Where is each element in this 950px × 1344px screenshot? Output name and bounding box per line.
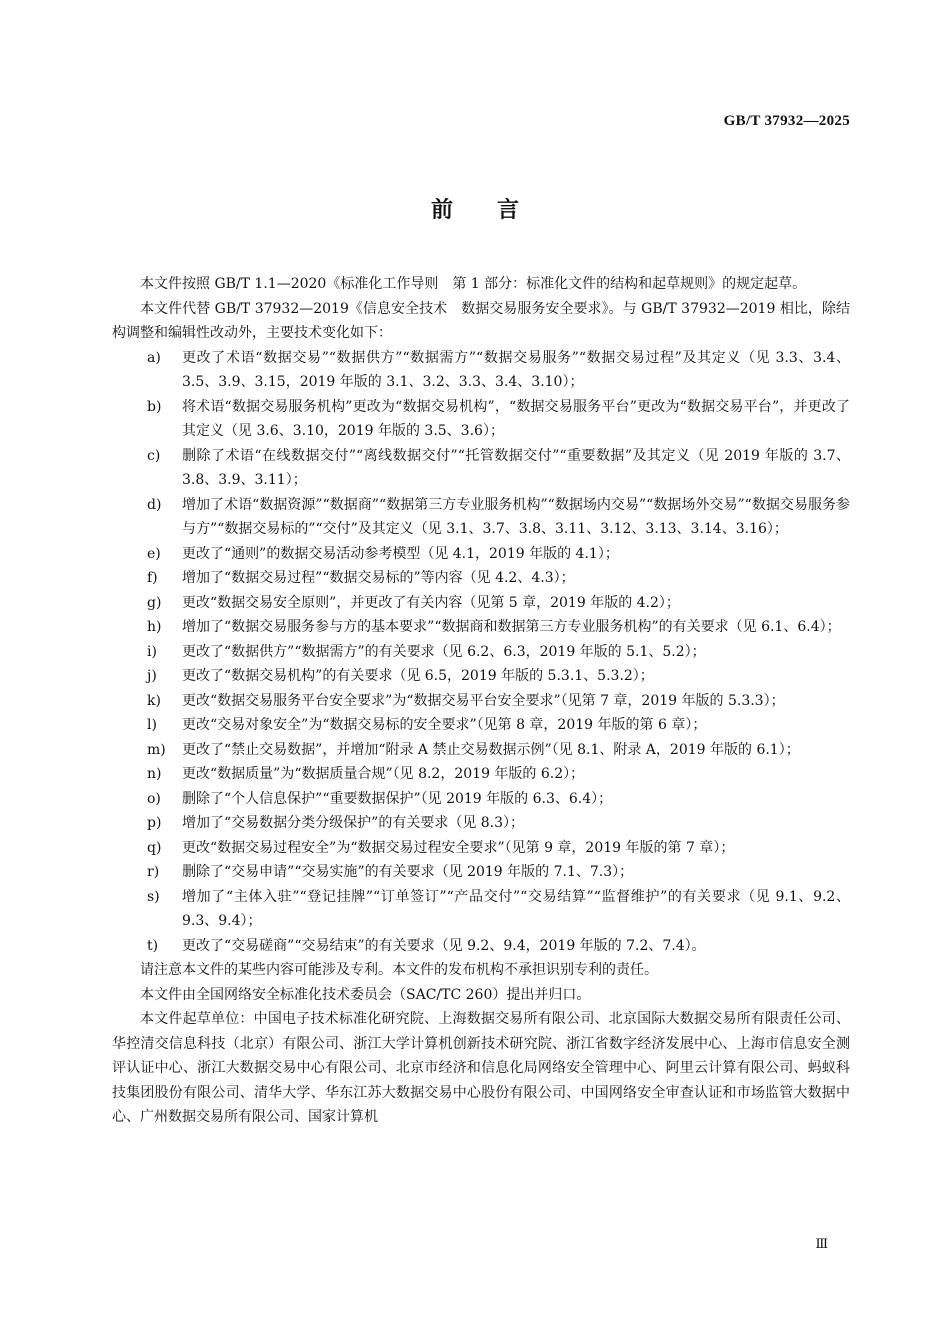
list-item-text: 增加了“主体入驻”“登记挂牌”“订单签订”“产品交付”“交易结算”“监督维护”的有关要求（见 9.1、9.2、9.3、9.4）；: [182, 888, 850, 929]
list-item-text: 更改“数据质量”为“数据质量合规”（见 8.2，2019 年版的 6.2）；: [182, 766, 585, 782]
foreword-body: [112, 272, 850, 1130]
list-item-text: 更改“数据交易过程安全”为“数据交易过程安全要求”（见第 9 章，2019 年版的第 7 章）；: [182, 839, 735, 856]
list-item-text: 增加了“交易数据分类分级保护”的有关要求（见 8.3）；: [182, 815, 525, 831]
list-item: [112, 591, 850, 616]
list-item-label: q): [147, 839, 162, 856]
paragraph: 本文件按照 GB/T 1.1—2020《标准化工作导则 第 1 部分：标准化文件的结构和起草规则》的规定起草。: [140, 276, 807, 292]
list-item: [112, 346, 850, 395]
list-item-text: 更改“数据交易服务平台安全要求”为“数据交易平台安全要求”（见第 7 章，2019 年版的 5.3.3）；: [182, 692, 785, 709]
list-item: [112, 738, 850, 763]
list-item-text: 更改了“通则”的数据交易活动参考模型（见 4.1，2019 年版的 4.1）；: [182, 545, 619, 562]
list-item-label: e): [147, 545, 161, 562]
list-item-label: l): [147, 717, 157, 733]
list-item: [112, 395, 850, 444]
list-item-text: 更改了“数据交易机构”的有关要求（见 6.5，2019 年版的 5.3.1、5.3.2）；: [182, 668, 654, 684]
page-title: 前言: [430, 197, 563, 223]
list-item: [112, 762, 850, 787]
list-item: [112, 885, 850, 934]
list-item: [112, 836, 850, 861]
list-item: [112, 787, 850, 812]
list-item-text: 增加了“数据交易过程”“数据交易标的”等内容（见 4.2、4.3）；: [182, 570, 575, 586]
list-item-text: 更改了“数据供方”“数据需方”的有关要求（见 6.2、6.3，2019 年版的 5.1、5.2）；: [182, 643, 706, 660]
standard-code: GB/T 37932—2025: [723, 113, 850, 129]
list-item: [112, 493, 850, 542]
list-item-text: 增加了“数据交易服务参与方的基本要求”“数据商和数据第三方专业服务机构”的有关要求（见 6.1、6.4）；: [182, 619, 841, 635]
list-item-label: f): [147, 570, 158, 586]
paragraph: 请注意本文件的某些内容可能涉及专利。本文件的发布机构不承担识别专利的责任。: [140, 962, 658, 978]
list-item-label: t): [147, 937, 159, 954]
list-item-text: 增加了术语“数据资源”“数据商”“数据第三方专业服务机构”“数据场内交易”“数据场外交易”“数据交易服务参与方”“数据交易标的”“交付”及其定义（见 3.1、3.7、3.8、3.11、3.12、3.13、3.14、3.16）；: [182, 496, 850, 537]
list-item-label: k): [147, 692, 161, 709]
list-item-text: 删除了“交易申请”“交易实施”的有关要求（见 2019 年版的 7.1、7.3）；: [182, 864, 634, 880]
list-item: [112, 811, 850, 836]
list-item-text: 删除了术语“在线数据交付”“离线数据交付”“托管数据交付”“重要数据”及其定义（见 2019 年版的 3.7、3.8、3.9、3.11）；: [182, 447, 850, 488]
list-item-label: m): [147, 741, 166, 758]
list-item: [112, 664, 850, 689]
list-item-label: o): [147, 790, 161, 807]
list-item-label: n): [147, 766, 162, 782]
list-item-text: 将术语“数据交易服务机构”更改为“数据交易机构”，“数据交易服务平台”更改为“数据交易平台”，并更改了其定义（见 3.6、3.10，2019 年版的 3.5、3.6）；: [182, 398, 850, 439]
list-item-label: c): [147, 447, 161, 464]
list-item: [112, 566, 850, 591]
list-item: [112, 615, 850, 640]
paragraph: 本文件由全国网络安全标准化技术委员会（SAC/TC 260）提出并归口。: [140, 986, 591, 1003]
list-item-text: 更改了“禁止交易数据”，并增加“附录 A 禁止交易数据示例”（见 8.1、附录 A，2019 年版的 6.1）；: [182, 741, 800, 758]
list-item-label: i): [147, 643, 157, 660]
list-item: [112, 689, 850, 714]
list-item-text: 删除了“个人信息保护”“重要数据保护”（见 2019 年版的 6.3、6.4）；: [182, 790, 613, 807]
list-item-label: j): [147, 668, 157, 684]
list-item-label: s): [147, 888, 160, 905]
list-item-label: h): [147, 619, 162, 635]
list-item: [112, 934, 850, 959]
list-item-label: d): [147, 496, 162, 513]
list-item-text: 更改了术语“数据交易”“数据供方”“数据需方”“数据交易服务”“数据交易过程”及其定义（见 3.3、3.4、3.5、3.9、3.15，2019 年版的 3.1、3.2、3.3、3.4、3.10）；: [182, 349, 850, 390]
list-item-label: r): [147, 864, 160, 880]
page-number: Ⅲ: [815, 1236, 828, 1251]
list-item-text: 更改了“交易磋商”“交易结束”的有关要求（见 9.2、9.4，2019 年版的 7.2、7.4）。: [182, 937, 706, 954]
list-item-text: 更改“数据交易安全原则”，并更改了有关内容（见第 5 章，2019 年版的 4.2）；: [182, 594, 680, 611]
list-item-label: b): [147, 398, 162, 415]
list-item-label: p): [147, 815, 162, 831]
list-item-label: g): [147, 594, 162, 611]
list-item: [112, 713, 850, 738]
list-item-text: 更改“交易对象安全”为“数据交易标的安全要求”（见第 8 章，2019 年版的第 6 章）；: [182, 717, 707, 733]
list-item: [112, 860, 850, 885]
list-item: [112, 640, 850, 665]
list-item: [112, 542, 850, 567]
list-item: [112, 444, 850, 493]
paragraph: 本文件起草单位：中国电子技术标准化研究院、上海数据交易所有限公司、北京国际大数据交易所有限责任公司、华控清交信息科技（北京）有限公司、浙江大学计算机创新技术研究院、浙江省数字经济发展中心、上海市信息安全测评认证中心、浙江大数据交易中心有限公司、北京市经济和信息化局网络安全管理中心、阿里云计算有限公司、蚂蚁科技集团股份有限公司、清华大学、华东江苏大数据交易中心股份有限公司、中国网络安全审查认证和市场监管大数据中心、广州数据交易所有限公司、国家计算机: [112, 1011, 850, 1125]
list-item-label: a): [147, 349, 161, 366]
paragraph: 本文件代替 GB/T 37932—2019《信息安全技术 数据交易服务安全要求》。与 GB/T 37932—2019 相比，除结构调整和编辑性改动外，主要技术变化如下：: [112, 300, 850, 341]
